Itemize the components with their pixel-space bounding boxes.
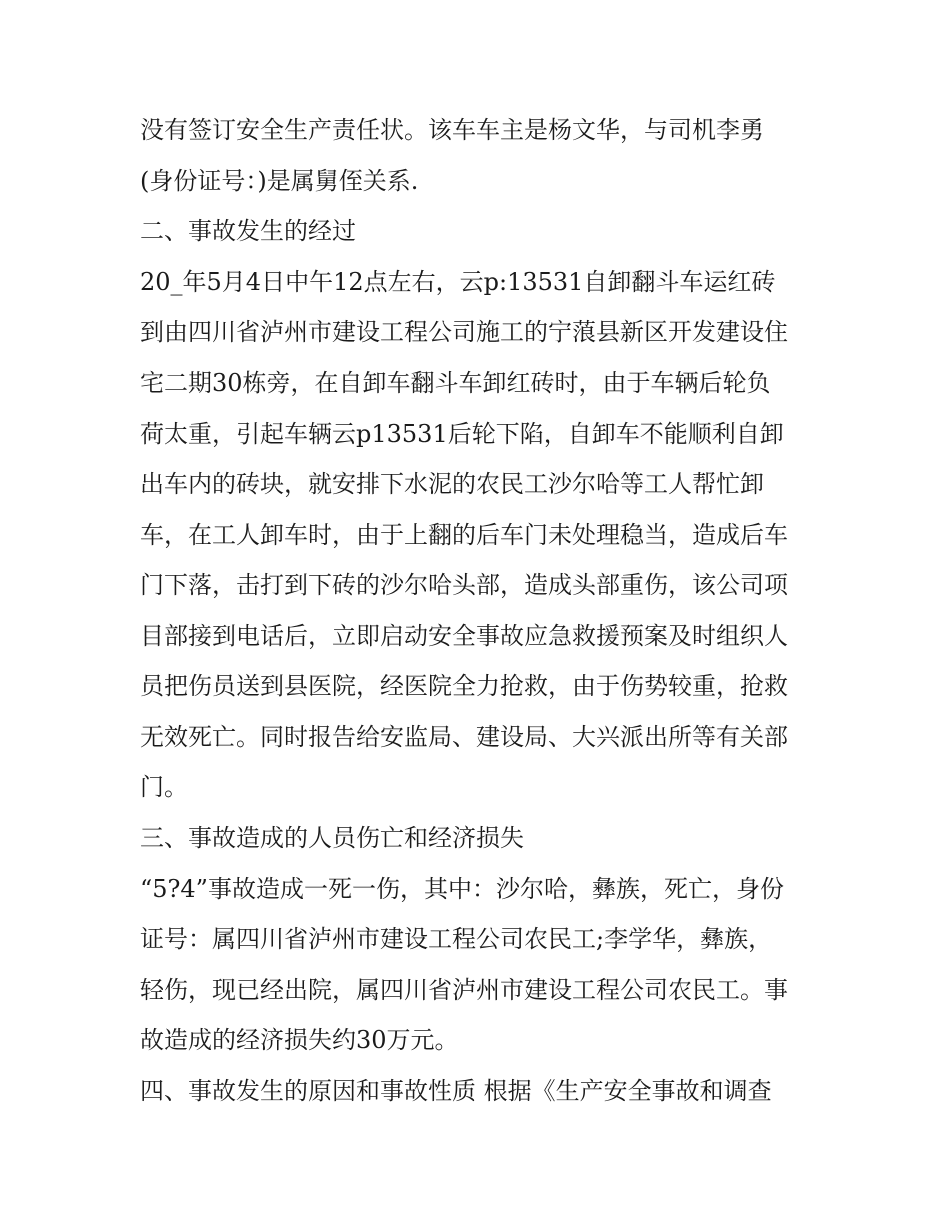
text-line: 没有签订安全生产责任状。该车车主是杨文华，与司机李勇 bbox=[140, 116, 764, 144]
text-line: 目部接到电话后，立即启动安全事故应急救援预案及时组织人 bbox=[140, 622, 788, 650]
text-line: 门下落，击打到下砖的沙尔哈头部，造成头部重伤，该公司项 bbox=[140, 571, 788, 599]
section-heading: 三、事故造成的人员伤亡和经济损失 bbox=[140, 824, 524, 852]
text-line: 20_年5月4日中午12点左右，云p:13531自卸翻斗车运红砖 bbox=[140, 268, 776, 296]
text-line: 出车内的砖块，就安排下水泥的农民工沙尔哈等工人帮忙卸 bbox=[140, 470, 764, 498]
text-line: 荷太重，引起车辆云p13531后轮下陷，自卸车不能顺利自卸 bbox=[140, 420, 784, 448]
text-line: 证号：属四川省泸州市建设工程公司农民工;李学华，彝族， bbox=[140, 925, 773, 953]
section-heading: 四、事故发生的原因和事故性质 根据《生产安全事故和调查 bbox=[140, 1077, 772, 1105]
text-line: 轻伤，现已经出院，属四川省泸州市建设工程公司农民工。事 bbox=[140, 976, 788, 1004]
text-line: 员把伤员送到县医院，经医院全力抢救，由于伤势较重，抢救 bbox=[140, 672, 788, 700]
text-line: 宅二期30栋旁，在自卸车翻斗车卸红砖时，由于车辆后轮负 bbox=[140, 369, 771, 397]
text-line: “5?4”事故造成一死一伤，其中：沙尔哈，彝族，死亡，身份 bbox=[140, 875, 784, 903]
text-line: 到由四川省泸州市建设工程公司施工的宁蒗县新区开发建设住 bbox=[140, 318, 788, 346]
text-line: (身份证号：)是属舅侄关系. bbox=[140, 167, 419, 195]
section-heading: 二、事故发生的经过 bbox=[140, 217, 356, 245]
text-line: 门。 bbox=[140, 773, 188, 801]
text-line: 故造成的经济损失约30万元。 bbox=[140, 1026, 459, 1054]
text-line: 无效死亡。同时报告给安监局、建设局、大兴派出所等有关部 bbox=[140, 723, 788, 751]
text-line: 车，在工人卸车时，由于上翻的后车门未处理稳当，造成后车 bbox=[140, 521, 788, 549]
